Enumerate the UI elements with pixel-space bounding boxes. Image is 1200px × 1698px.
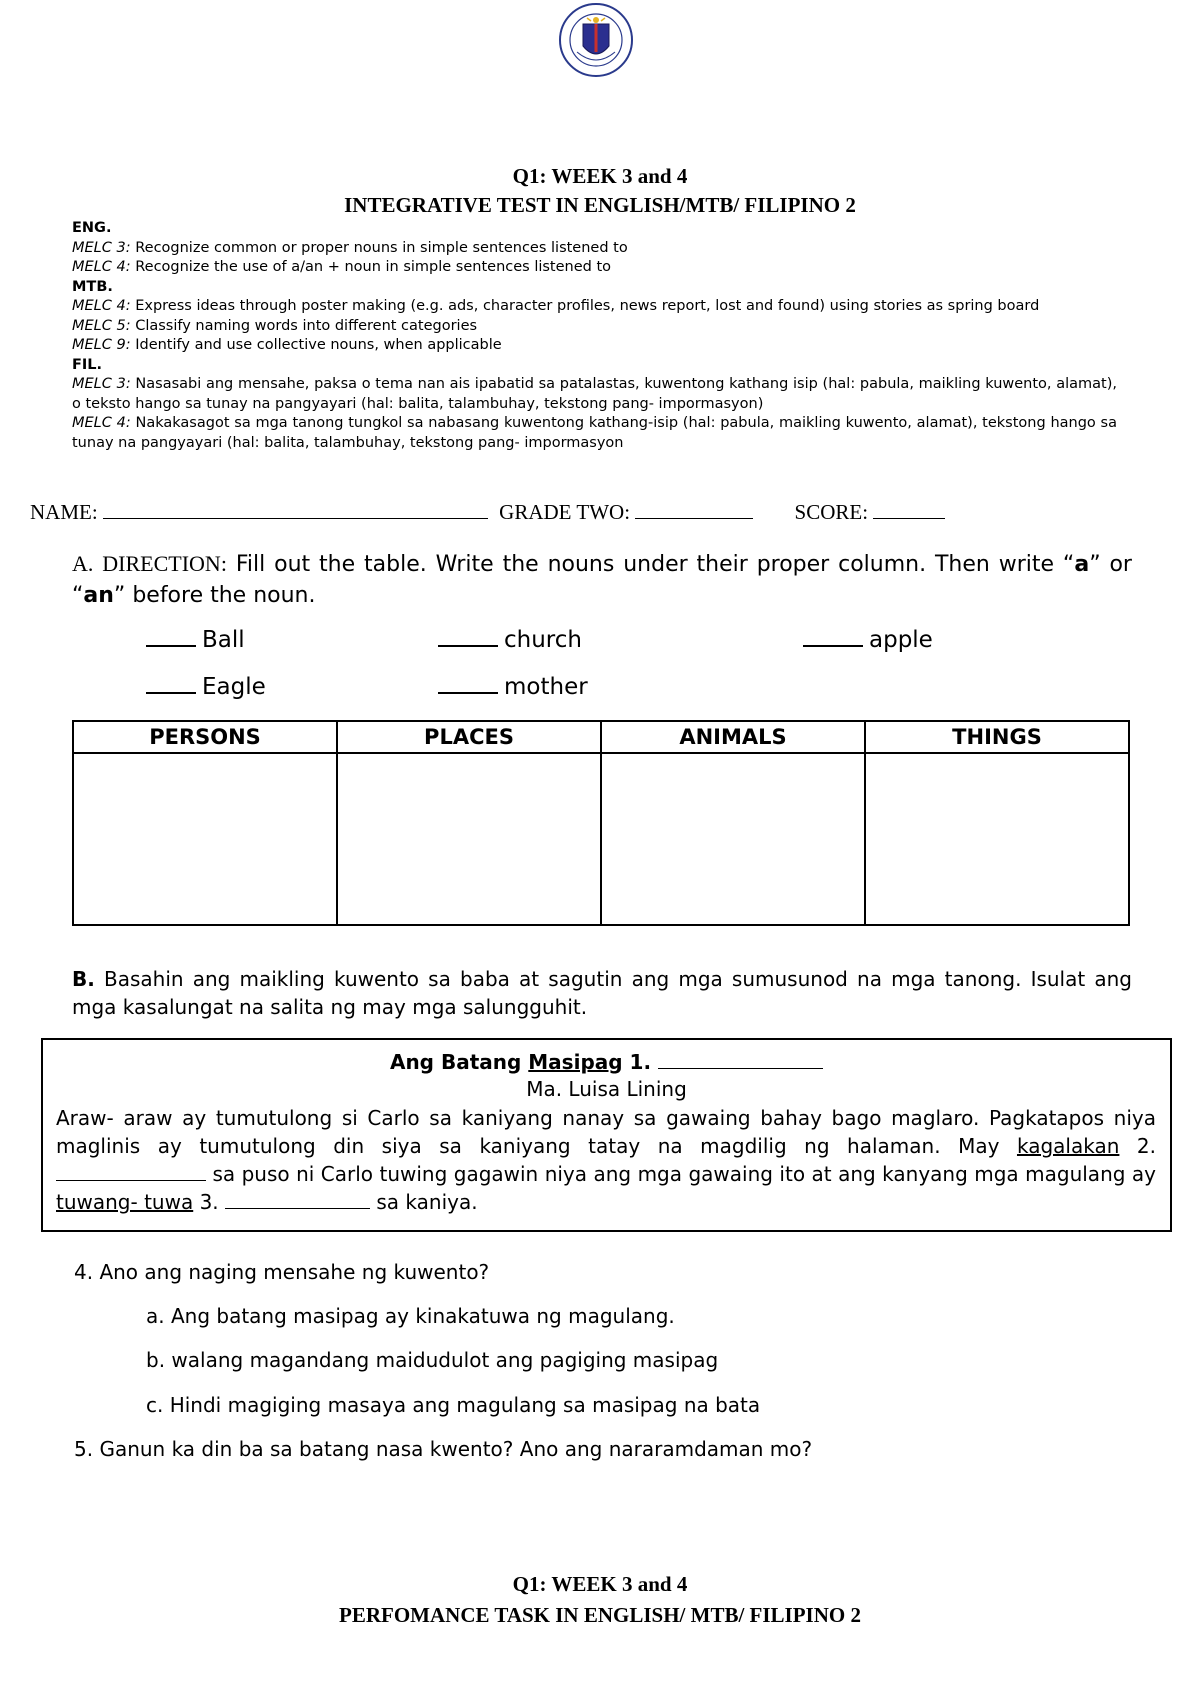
- grade-field[interactable]: [635, 500, 753, 519]
- column-header-things: THINGS: [865, 721, 1129, 753]
- melc-item: MELC 4: Nakakasagot sa mga tanong tungkol sa nabasang kuwentong kathang-isip (hal: pabula, maikling kuwento, alamat), tekstong hango sa tunay na pangyayari (hal: balita, talambuhay, tekstong pang- impormasyon: [72, 415, 1117, 451]
- part-a-direction: A. DIRECTION: Fill out the table. Write the nouns under their proper column. Then write “a” or “an” before the noun.: [72, 551, 1132, 608]
- noun-classification-table: [72, 720, 1130, 926]
- footer-task-title: PERFOMANCE TASK IN ENGLISH/ MTB/ FILIPINO 2: [339, 1603, 861, 1627]
- word-item: church: [438, 623, 582, 653]
- melc-item: MELC 3: Recognize common or proper nouns in simple sentences listened to: [72, 239, 628, 256]
- answer-blank[interactable]: [803, 623, 863, 647]
- part-b-instruction: B. Basahin ang maikling kuwento sa baba at sagutin ang mga sumusunod na mga tanong. Isulat ang mga kasalungat na salita ng may mga salungguhit.: [72, 967, 1132, 1019]
- column-header-places: PLACES: [337, 721, 601, 753]
- choice-a[interactable]: a. Ang batang masipag ay kinakatuwa ng magulang.: [146, 1304, 675, 1328]
- score-label: SCORE:: [794, 500, 869, 524]
- choice-c[interactable]: c. Hindi magiging masaya ang magulang sa masipag na bata: [146, 1393, 761, 1417]
- story-title: Ang Batang Masipag 1.: [43, 1048, 1170, 1074]
- story-body: Araw- araw ay tumutulong si Carlo sa kaniyang nanay sa gawaing bahay bago maglaro. Pagkatapos niya maglinis ay tumutulong din siya sa kaniyang tatay na magdilig ng halaman. May kagalakan 2. sa puso ni Carlo tuwing gagawin niya ang mga gawaing ito at ang kanyang mga magulang ay tuwang- tuwa 3. sa kaniya.: [56, 1106, 1156, 1214]
- choice-b[interactable]: b. walang magandang maidudulot ang pagiging masipag: [146, 1348, 719, 1372]
- answer-blank-1[interactable]: [658, 1048, 823, 1069]
- answer-blank-2[interactable]: [56, 1160, 206, 1181]
- name-field[interactable]: [103, 500, 488, 519]
- footer-week-title: Q1: WEEK 3 and 4: [512, 1572, 688, 1596]
- question-4: 4. Ano ang naging mensahe ng kuwento?: [74, 1260, 490, 1284]
- melc-item: MELC 5: Classify naming words into different categories: [72, 317, 478, 334]
- fil-label: FIL.: [72, 356, 103, 373]
- places-cell[interactable]: [337, 753, 601, 925]
- table-header-row: [73, 721, 1129, 753]
- word-item: Ball: [146, 623, 245, 653]
- melc-item: MELC 3: Nasasabi ang mensahe, paksa o tema nan ais ipabatid sa patalastas, kuwentong kathang isip (hal: pabula, maikling kuwento, alamat), o teksto hango sa tunay na pangyayari (hal: balita, talambuhay, tekstong pang- impormasyon): [72, 376, 1117, 412]
- table-row: [73, 753, 1129, 925]
- answer-blank[interactable]: [146, 623, 196, 647]
- word-item: apple: [803, 623, 933, 653]
- column-header-persons: PERSONS: [73, 721, 337, 753]
- melc-section: [72, 219, 1117, 453]
- eng-label: ENG.: [72, 220, 112, 236]
- column-header-animals: ANIMALS: [601, 721, 865, 753]
- word-item: mother: [438, 670, 588, 700]
- mtb-label: MTB.: [72, 278, 113, 295]
- score-field[interactable]: [873, 500, 945, 519]
- week-title: Q1: WEEK 3 and 4: [512, 164, 688, 188]
- story-author: Ma. Luisa Lining: [526, 1077, 687, 1101]
- melc-item: MELC 9: Identify and use collective nouns, when applicable: [72, 337, 502, 353]
- melc-item: MELC 4: Recognize the use of a/an + noun in simple sentences listened to: [72, 259, 612, 275]
- answer-blank-3[interactable]: [225, 1188, 370, 1209]
- things-cell[interactable]: [865, 753, 1129, 925]
- story-box: [41, 1038, 1172, 1232]
- question-5: 5. Ganun ka din ba sa batang nasa kwento? Ano ang nararamdaman mo?: [74, 1437, 813, 1461]
- answer-blank[interactable]: [438, 623, 498, 647]
- animals-cell[interactable]: [601, 753, 865, 925]
- word-item: Eagle: [146, 670, 266, 700]
- answer-blank[interactable]: [438, 670, 498, 694]
- answer-blank[interactable]: [146, 670, 196, 694]
- grade-label: GRADE TWO:: [499, 500, 631, 524]
- test-title: INTEGRATIVE TEST IN ENGLISH/MTB/ FILIPINO 2: [344, 193, 856, 217]
- name-label: NAME:: [30, 500, 98, 524]
- persons-cell[interactable]: [73, 753, 337, 925]
- melc-item: MELC 4: Express ideas through poster making (e.g. ads, character profiles, news report, lost and found) using stories as spring board: [72, 298, 1040, 314]
- deped-seal-icon: [555, 2, 637, 78]
- student-info-row: [30, 500, 1180, 525]
